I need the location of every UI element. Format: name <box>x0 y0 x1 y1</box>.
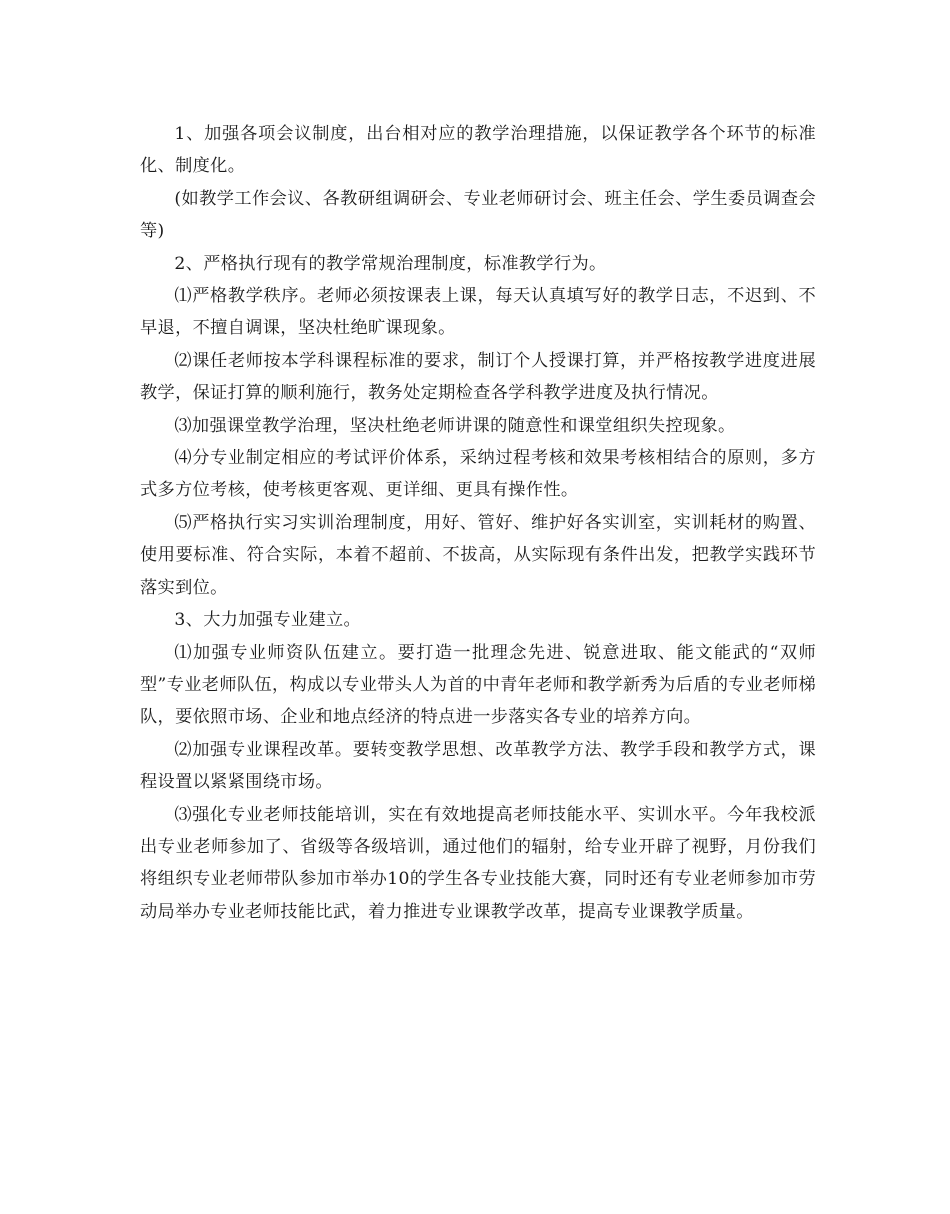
paragraph-classroom-management: ⑶加强课堂教学治理，坚决杜绝老师讲课的随意性和课堂组织失控现象。 <box>174 415 736 436</box>
paragraph-skills-training: ⑶强化专业老师技能培训，实在有效地提高老师技能水平、实训水平。今年我校派出专业老师参加了、省级等各级培训，通过他们的辐射，给专业开辟了视野，月份我们将组织专业老师带队参加市举办10的学生各专业技能大赛，同时还有专业老师参加市劳动局举办专业老师技能比武，着力推进专业课教学改革，提高专业课教学质量。 <box>140 804 816 922</box>
paragraph-curriculum-reform: ⑵加强专业课程改革。要转变教学思想、改革教学方法、教学手段和教学方式，课程设置以紧紧围绕市场。 <box>140 739 816 793</box>
document-body <box>140 118 816 928</box>
paragraph-specialty-heading: 3、大力加强专业建立。 <box>174 610 362 631</box>
paragraph-faculty-building: ⑴加强专业师资队伍建立。要打造一批理念先进、锐意进取、能文能武的“双师型”专业老师队伍，构成以专业带头人为首的中青年老师和教学新秀为后盾的专业老师梯队，要依照市场、企业和地点经济的特点进一步落实各专业的培养方向。 <box>140 642 816 728</box>
paragraph-teaching-rules-heading: 2、严格执行现有的教学常规治理制度，标准教学行为。 <box>174 253 607 274</box>
paragraph-exam-evaluation: ⑷分专业制定相应的考试评价体系，采纳过程考核和效果考核相结合的原则，多方式多方位考核，使考核更客观、更详细、更具有操作性。 <box>140 448 816 501</box>
paragraph-teaching-plan: ⑵课任老师按本学科课程标准的要求，制订个人授课打算，并严格按教学进度进展教学，保证打算的顺利施行，教务处定期检查各学科教学进度及执行情况。 <box>140 350 816 404</box>
paragraph-meetings-examples: (如教学工作会议、各教研组调研会、专业老师研讨会、班主任会、学生委员调查会等) <box>140 188 816 242</box>
paragraph-practical-training: ⑸严格执行实习实训治理制度，用好、管好、维护好各实训室，实训耗材的购置、使用要标准、符合实际，本着不超前、不拔高，从实际现有条件出发，把教学实践环节落实到位。 <box>140 512 816 598</box>
paragraph-teaching-order: ⑴严格教学秩序。老师必须按课表上课，每天认真填写好的教学日志，不迟到、不早退，不擅自调课，坚决杜绝旷课现象。 <box>140 286 816 339</box>
paragraph-meetings-system: 1、加强各项会议制度，出台相对应的教学治理措施，以保证教学各个环节的标准化、制度化。 <box>140 124 816 177</box>
